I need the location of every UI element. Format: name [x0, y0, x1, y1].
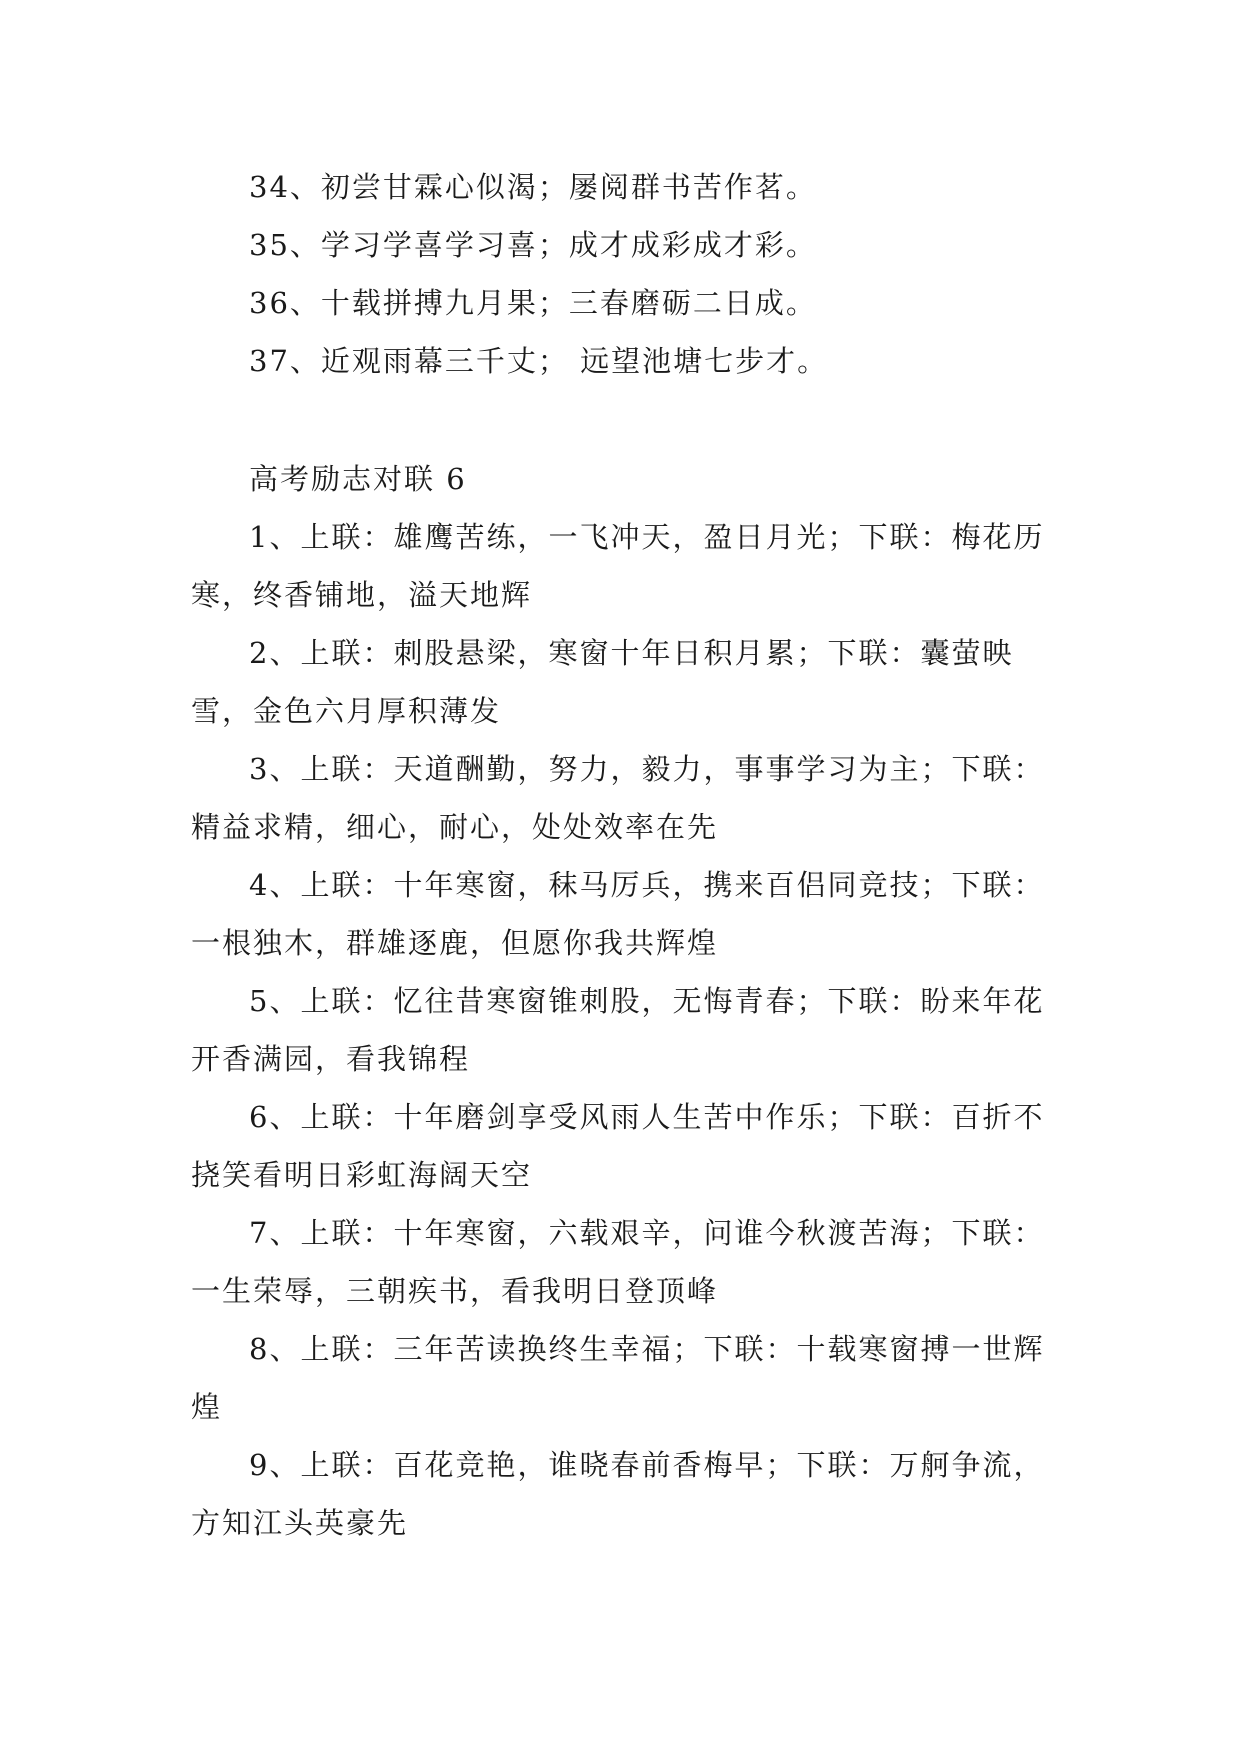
list-item: 6、上联：十年磨剑享受风雨人生苦中作乐；下联：百折不挠笑看明日彩虹海阔天空	[191, 1100, 1045, 1192]
list-item: 36、十载拼搏九月果；三春磨砺二日成。	[249, 286, 817, 320]
section-couplets-6	[191, 450, 1051, 1552]
list-item: 34、初尝甘霖心似渴；屡阅群书苦作茗。	[249, 170, 817, 204]
list-item: 3、上联：天道酬勤，努力，毅力，事事学习为主；下联：精益求精，细心，耐心，处处效率在先	[191, 752, 1045, 844]
list-item: 5、上联：忆往昔寒窗锥刺股，无悔青春；下联：盼来年花开香满园，看我锦程	[191, 984, 1045, 1076]
couplet-list-continued	[191, 158, 1051, 390]
list-item: 2、上联：刺股悬梁，寒窗十年日积月累；下联：囊萤映雪，金色六月厚积薄发	[191, 636, 1014, 728]
list-item: 9、上联：百花竞艳，谁晓春前香梅早；下联：万舸争流，方知江头英豪先	[191, 1448, 1045, 1540]
list-item: 7、上联：十年寒窗，六载艰辛，问谁今秋渡苦海；下联：一生荣辱，三朝疾书，看我明日登顶峰	[191, 1216, 1045, 1308]
list-item: 1、上联：雄鹰苦练，一飞冲天，盈日月光；下联：梅花历寒，终香铺地，溢天地辉	[191, 520, 1045, 612]
list-item: 35、学习学喜学习喜；成才成彩成才彩。	[249, 228, 817, 262]
section-title: 高考励志对联 6	[249, 462, 467, 496]
list-item: 8、上联：三年苦读换终生幸福；下联：十载寒窗搏一世辉煌	[191, 1332, 1045, 1424]
list-item: 37、近观雨幕三千丈； 远望池塘七步才。	[249, 344, 829, 378]
list-item: 4、上联：十年寒窗，秣马厉兵，携来百侣同竞技；下联：一根独木，群雄逐鹿，但愿你我共辉煌	[191, 868, 1045, 960]
